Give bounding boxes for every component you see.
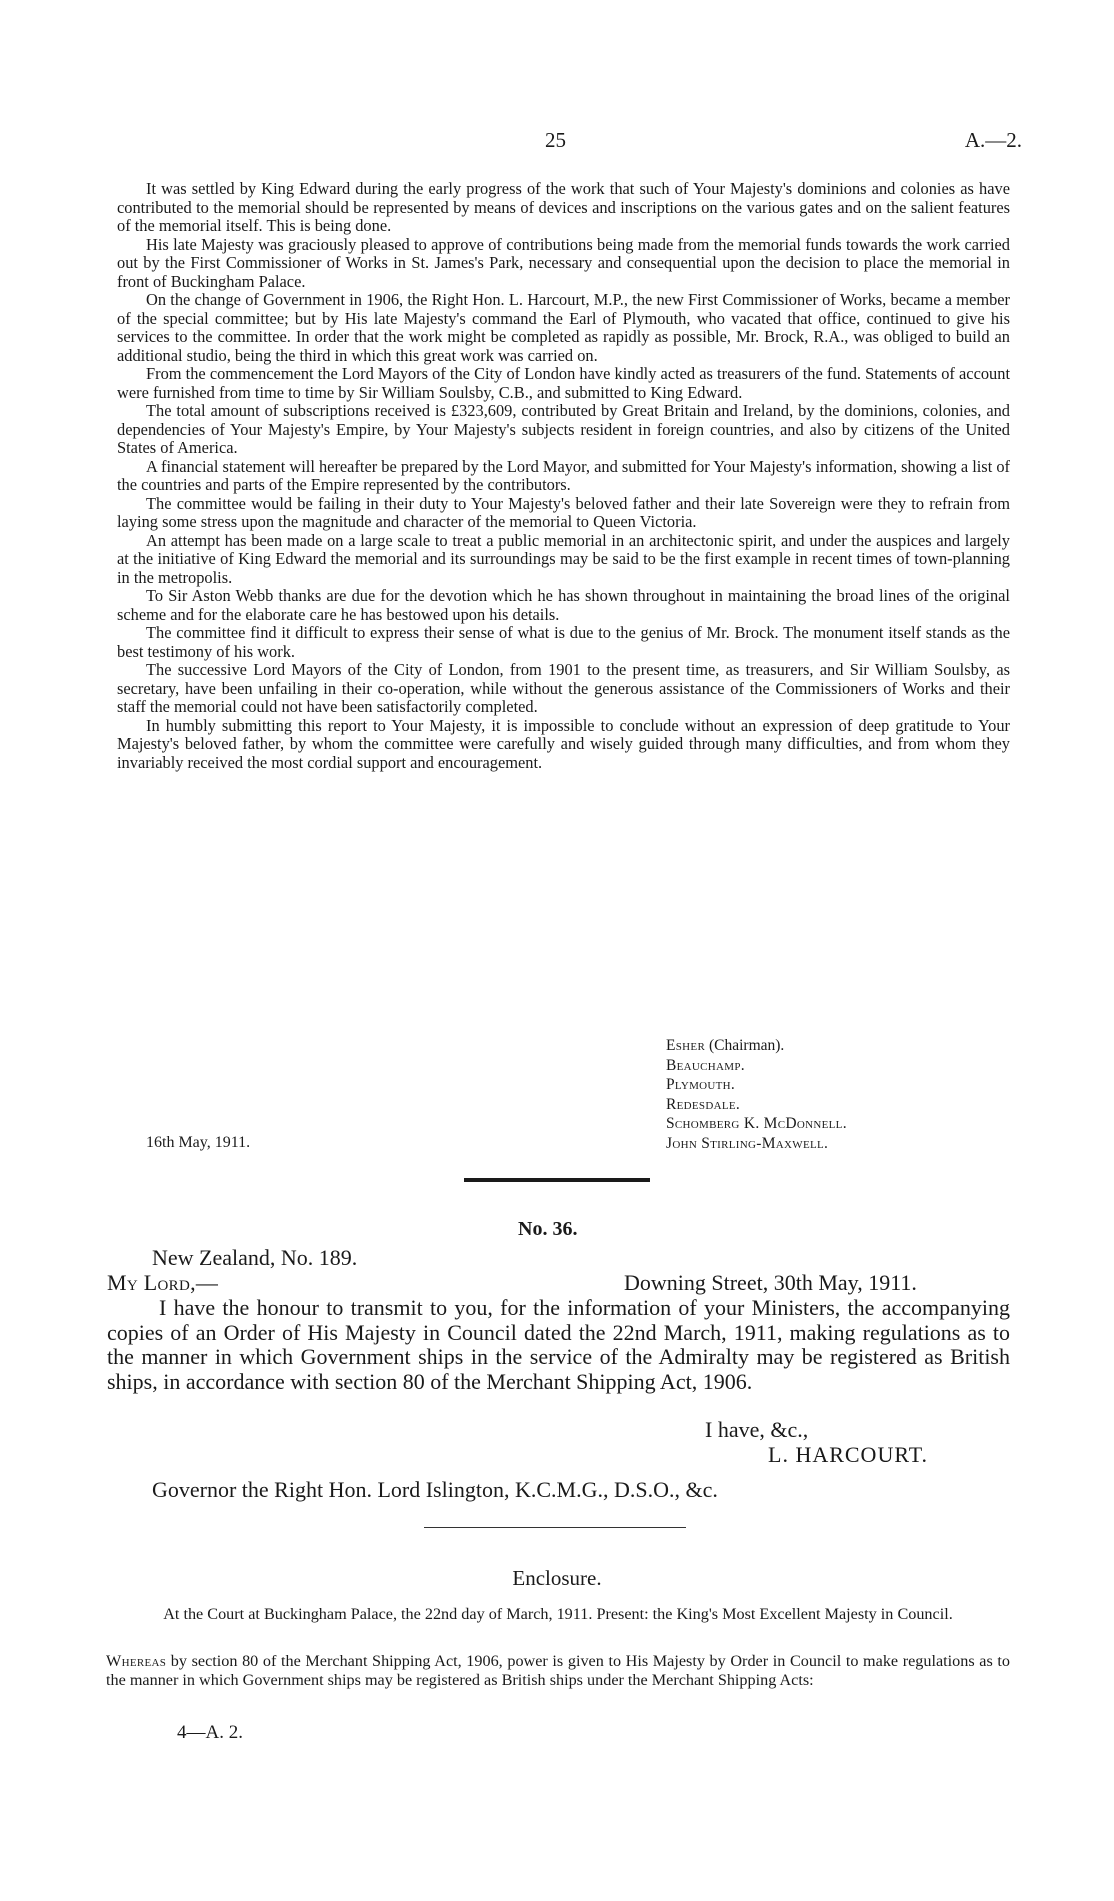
signatory: [666, 1036, 847, 1056]
signatory-list: [666, 1036, 847, 1153]
report-paragraph: The committee would be failing in their duty to Your Majesty's beloved father and their late Sovereign were they to refrain from laying some stress upon the magnitude and character of the memorial to Queen Victoria.: [117, 493, 1010, 531]
salutation: My Lord,—: [107, 1270, 219, 1295]
report-paragraph: The total amount of subscriptions received is £323,609, contributed by Great Britain and Ireland, by the dominions, colonies, and dependencies of Your Majesty's Empire, by Your Majesty's subjects resident in foreign countries, and also by citizens of the United States of America.: [117, 401, 1010, 457]
enclosure-title: Enclosure.: [512, 1566, 602, 1590]
signatory-note: .: [730, 1076, 735, 1093]
dispatch-number: No. 36.: [518, 1218, 578, 1240]
report-paragraph: To Sir Aston Webb thanks are due for the devotion which he has shown throughout in maintaining the broad lines of the original scheme and for the elaborate care he has bestowed upon his details.: [117, 586, 1010, 624]
document-reference: A.—2.: [964, 128, 1022, 152]
report-paragraph: A financial statement will hereafter be prepared by the Lord Mayor, and submitted for Your Majesty's information, showing a list of the countries and parts of the Empire represented by the contributors.: [117, 456, 1010, 494]
signatory-name: Redesdale: [666, 1095, 736, 1113]
whereas-text: by section 80 of the Merchant Shipping Act, 1906, power is given to His Majesty by Order in Council to make regulations as to the manner in which Government ships may be registered as British ships under the Merchant Shipping Acts:: [106, 1652, 1010, 1689]
report-paragraph: The successive Lord Mayors of the City of London, from 1901 to the present time, as treasurers, and Sir William Soulsby, as secretary, have been unfailing in their co-operation, while without the generous assistance of the Commissioners of Works and their staff the memorial could not have been satisfactorily completed.: [117, 660, 1010, 716]
report-date: 16th May, 1911.: [146, 1134, 251, 1151]
signatory-name: Esher: [666, 1037, 706, 1054]
page-number: 25: [545, 128, 566, 152]
addressee: Governor the Right Hon. Lord Islington, K.C.M.G., D.S.O., &c.: [152, 1477, 718, 1502]
signatory: [666, 1056, 847, 1076]
report-paragraph: His late Majesty was graciously pleased to approve of contributions being made from the memorial funds towards the work carried out by the First Commissioner of Works in St. James's Park, necessary and consequential upon the decision to place the memorial in front of Buckingham Palace.: [117, 234, 1010, 291]
report-paragraph: An attempt has been made on a large scale to treat a public memorial in an architectonic spirit, and under the auspices and largely at the initiative of King Edward the memorial and its surroundings may be said to be the first example in recent times of town-planning in the metropolis.: [117, 530, 1010, 587]
divider-line: [424, 1527, 686, 1528]
signatory-note: (Chairman).: [705, 1037, 785, 1054]
report-body: [117, 180, 1010, 772]
signatory-name: Schomberg K. McDonnell: [666, 1115, 843, 1132]
signatory-name: John Stirling-Maxwell: [666, 1134, 825, 1152]
court-line: At the Court at Buckingham Palace, the 22nd day of March, 1911. Present: the King's Most Excellent Majesty in Council.: [163, 1605, 953, 1623]
closing-line: I have, &c.,: [705, 1417, 809, 1442]
place-and-date: Downing Street, 30th May, 1911.: [624, 1270, 917, 1295]
signature-mark: 4—A. 2.: [177, 1722, 243, 1743]
signatory: [666, 1134, 847, 1154]
whereas-word: Whereas: [106, 1652, 167, 1670]
signatory: [666, 1114, 847, 1134]
sender-name: L. HARCOURT.: [768, 1442, 928, 1467]
signatory: [666, 1075, 847, 1095]
whereas-clause: [106, 1652, 1010, 1689]
report-paragraph: From the commencement the Lord Mayors of the City of London have kindly acted as treasurers of the fund. Statements of account were furnished from time to time by Sir William Soulsby, C.B., and submitted to King Edward.: [117, 364, 1010, 402]
signatory-note: .: [824, 1134, 828, 1152]
signatory-note: .: [740, 1056, 745, 1074]
signatory: [666, 1095, 847, 1115]
page-header: [0, 128, 1114, 158]
dispatch-body: I have the honour to transmit to you, for the information of your Ministers, the accompanying copies of an Order of His Majesty in Council dated the 22nd March, 1911, making regulations as to the manner in which Government ships in the service of the Admiralty may be registered as British ships, in accordance with section 80 of the Merchant Shipping Act, 1906.: [107, 1295, 1010, 1394]
report-paragraph: The committee find it difficult to express their sense of what is due to the genius of Mr. Brock. The monument itself stands as the best testimony of his work.: [117, 623, 1010, 661]
signatory-name: Plymouth: [666, 1076, 731, 1093]
report-paragraph: It was settled by King Edward during the early progress of the work that such of Your Majesty's dominions and colonies as have contributed to the memorial should be represented by means of devices and inscriptions on the various gates and on the salient features of the memorial itself. This is being done.: [117, 179, 1010, 235]
signatory-note: .: [842, 1115, 847, 1132]
dispatch-reference: New Zealand, No. 189.: [152, 1245, 358, 1270]
signatory-name: Beauchamp: [666, 1056, 741, 1074]
report-paragraph: In humbly submitting this report to Your Majesty, it is impossible to conclude without an expression of deep gratitude to Your Majesty's beloved father, by whom the committee were carefully and wisely guided through many difficulties, and from whom they invariably received the most cordial support and encouragement.: [117, 715, 1010, 772]
section-divider: [464, 1178, 650, 1182]
report-paragraph: On the change of Government in 1906, the Right Hon. L. Harcourt, M.P., the new First Commissioner of Works, became a member of the special committee; but by His late Majesty's command the Earl of Plymouth, who vacated that office, continued to give his services to the committee. In order that the work might be completed as rapidly as possible, Mr. Brock, R.A., was obliged to build an additional studio, being the third in which this great work was carried on.: [117, 290, 1010, 365]
signatory-note: .: [735, 1095, 740, 1113]
